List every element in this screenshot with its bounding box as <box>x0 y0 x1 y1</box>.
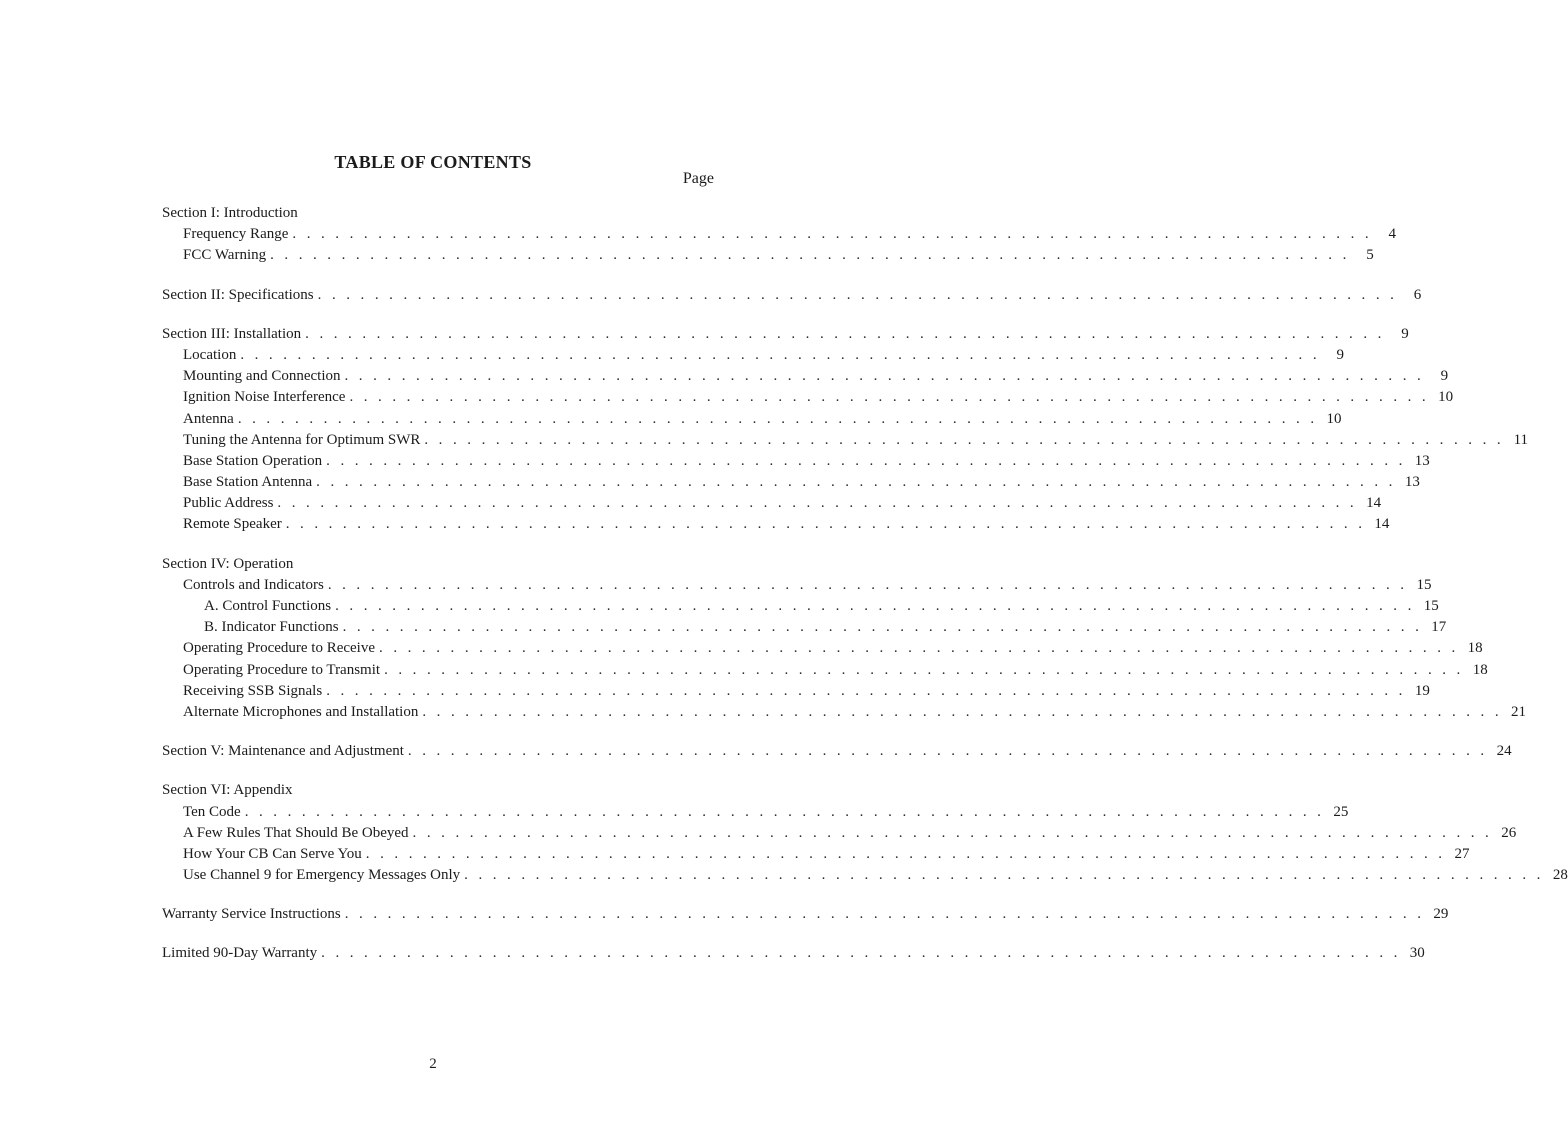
toc-entry[interactable] <box>162 802 1349 823</box>
toc-entry[interactable] <box>162 366 1449 387</box>
toc-entry-label: A. Control Functions <box>204 598 332 614</box>
toc-entry[interactable] <box>162 823 1517 844</box>
toc-entry[interactable] <box>162 430 1529 451</box>
toc-entry-label: Section III: Installation <box>162 325 302 342</box>
toc-entry-label: Operating Procedure to Transmit <box>183 661 381 678</box>
toc-leader-dots: . . . . . . . . . . . . . . . . . . . . . . . . . . . . . . . . . . . . . . . . . . . . . . . . . . . . . . . . . . . . . . . . . . . . . . . . . . . . <box>316 474 1396 491</box>
toc-leader-dots: . . . . . . . . . . . . . . . . . . . . . . . . . . . . . . . . . . . . . . . . . . . . . . . . . . . . . . . . . . . . . . . . . . . . . . . . . . . . <box>305 325 1385 342</box>
toc-entry[interactable] <box>162 660 1488 681</box>
toc-entry[interactable] <box>162 224 1397 245</box>
toc-leader-dots: . . . . . . . . . . . . . . . . . . . . . . . . . . . . . . . . . . . . . . . . . . . . . . . . . . . . . . . . . . . . . . . . . . . . . . . . . . . . <box>317 286 1398 303</box>
toc-entry-label: Section V: Maintenance and Adjustment <box>162 743 404 760</box>
toc-entry-label: How Your CB Can Serve You <box>183 845 362 862</box>
toc-list <box>162 203 1568 965</box>
toc-section-heading: Section IV: Operation <box>162 555 294 572</box>
toc-leader-dots: . . . . . . . . . . . . . . . . . . . . . . . . . . . . . . . . . . . . . . . . . . . . . . . . . . . . . . . . . . . . . . . . . . . . . . . . . . . . <box>384 661 1464 678</box>
toc-entry[interactable] <box>162 345 1344 366</box>
toc-entry-label: Tuning the Antenna for Optimum SWR <box>183 431 421 448</box>
toc-entry-page: 5 <box>1366 247 1374 264</box>
toc-entry[interactable] <box>162 575 1432 596</box>
section-gap <box>162 723 708 741</box>
toc-entry[interactable] <box>162 702 1527 723</box>
toc-entry[interactable] <box>162 844 1470 865</box>
toc-section-heading: Section I: Introduction <box>162 205 298 221</box>
toc-entry[interactable] <box>162 451 1430 472</box>
page-column-label: Page <box>682 170 714 187</box>
toc-entry-page: 10 <box>1326 410 1342 427</box>
toc-leader-dots: . . . . . . . . . . . . . . . . . . . . . . . . . . . . . . . . . . . . . . . . . . . . . . . . . . . . . . . . . . . . . . . . . . . . . . . . . . . . <box>407 743 1488 760</box>
toc-entry-page: 10 <box>1438 389 1454 406</box>
toc-entry-page: 15 <box>1416 576 1432 593</box>
toc-entry-label: Ten Code <box>183 803 241 820</box>
toc-leader-dots: . . . . . . . . . . . . . . . . . . . . . . . . . . . . . . . . . . . . . . . . . . . . . . . . . . . . . . . . . . . . . . . . . . . . . . . . . . . . <box>344 906 1425 923</box>
toc-entry-label: Use Channel 9 for Emergency Messages Only <box>183 867 461 884</box>
toc-leader-dots: . . . . . . . . . . . . . . . . . . . . . . . . . . . . . . . . . . . . . . . . . . . . . . . . . . . . . . . . . . . . . . . . . . . . . . . . . . . . <box>344 368 1425 385</box>
toc-entry[interactable] <box>162 681 1430 702</box>
toc-entry-page: 15 <box>1423 598 1439 614</box>
toc-entry-page: 19 <box>1414 682 1430 699</box>
toc-entry-label: Limited 90-Day Warranty <box>162 945 318 962</box>
toc-entry[interactable] <box>162 387 1454 408</box>
toc-leader-dots: . . . . . . . . . . . . . . . . . . . . . . . . . . . . . . . . . . . . . . . . . . . . . . . . . . . . . . . . . . . . . . . . . . . . . . . . . . . . <box>326 682 1406 699</box>
toc-entry-page: 17 <box>1431 619 1447 636</box>
toc-entry[interactable] <box>162 741 1512 762</box>
toc-leader-dots: . . . . . . . . . . . . . . . . . . . . . . . . . . . . . . . . . . . . . . . . . . . . . . . . . . . . . . . . . . . . . . . . . . . . . . . . . . . . <box>240 346 1320 363</box>
toc-leader-dots: . . . . . . . . . . . . . . . . . . . . . . . . . . . . . . . . . . . . . . . . . . . . . . . . . . . . . . . . . . . . . . . . . . . . . . . . . . . . <box>277 495 1358 512</box>
toc-entry-label: FCC Warning <box>183 247 267 264</box>
toc-entry-page: 24 <box>1496 743 1512 760</box>
toc-entry[interactable] <box>162 324 1409 345</box>
toc-entry-label: Remote Speaker <box>183 516 282 533</box>
toc-entry-label: Frequency Range <box>183 226 289 243</box>
toc-leader-dots: . . . . . . . . . . . . . . . . . . . . . . . . . . . . . . . . . . . . . . . . . . . . . . . . . . . . . . . . . . . . . . . . . . . . . . . . . . . . <box>270 247 1350 264</box>
toc-entry[interactable] <box>162 409 1342 430</box>
toc-leader-dots: . . . . . . . . . . . . . . . . . . . . . . . . . . . . . . . . . . . . . . . . . . . . . . . . . . . . . . . . . . . . . . . . . . . . . . . . . . . . <box>365 845 1446 862</box>
toc-entry-label: Alternate Microphones and Installation <box>183 703 419 720</box>
toc-entry-page: 11 <box>1513 431 1529 448</box>
toc-entry[interactable] <box>162 596 1439 617</box>
toc-entry-label: Antenna <box>183 410 234 427</box>
toc-entry[interactable] <box>162 865 1568 886</box>
toc-section-heading: Section VI: Appendix <box>162 782 293 799</box>
section-gap <box>162 306 708 324</box>
toc-leader-dots: . . . . . . . . . . . . . . . . . . . . . . . . . . . . . . . . . . . . . . . . . . . . . . . . . . . . . . . . . . . . . . . . . . . . . . . . . . . . <box>349 389 1430 406</box>
toc-entry-label: Section II: Specifications <box>162 286 314 303</box>
toc-entry-page: 18 <box>1472 661 1488 678</box>
page-number: 2 <box>429 1056 437 1072</box>
toc-entry-page: 25 <box>1333 803 1349 820</box>
section-gap <box>162 267 708 285</box>
toc-entry-label: Operating Procedure to Receive <box>183 640 376 657</box>
toc-entry[interactable] <box>162 285 1422 306</box>
toc-entry-page: 30 <box>1409 945 1425 962</box>
section-gap <box>162 886 708 904</box>
toc-entry-label: Ignition Noise Interference <box>183 389 346 406</box>
toc-entry-label: Public Address <box>183 495 274 512</box>
toc-leader-dots: . . . . . . . . . . . . . . . . . . . . . . . . . . . . . . . . . . . . . . . . . . . . . . . . . . . . . . . . . . . . . . . . . . . . . . . . . . . . <box>292 226 1373 243</box>
toc-leader-dots: . . . . . . . . . . . . . . . . . . . . . . . . . . . . . . . . . . . . . . . . . . . . . . . . . . . . . . . . . . . . . . . . . . . . . . . . . . . . <box>379 640 1459 657</box>
toc-entry-label: Receiving SSB Signals <box>183 682 323 699</box>
toc-entry[interactable] <box>162 943 1425 964</box>
toc-leader-dots: . . . . . . . . . . . . . . . . . . . . . . . . . . . . . . . . . . . . . . . . . . . . . . . . . . . . . . . . . . . . . . . . . . . . . . . . . . . . <box>237 410 1318 427</box>
toc-entry-page: 9 <box>1336 346 1344 363</box>
toc-leader-dots: . . . . . . . . . . . . . . . . . . . . . . . . . . . . . . . . . . . . . . . . . . . . . . . . . . . . . . . . . . . . . . . . . . . . . . . . . . . . <box>321 945 1401 962</box>
toc-entry[interactable] <box>162 904 1449 925</box>
toc-entry-page: 14 <box>1366 495 1382 512</box>
section-gap <box>162 762 708 780</box>
toc-leader-dots: . . . . . . . . . . . . . . . . . . . . . . . . . . . . . . . . . . . . . . . . . . . . . . . . . . . . . . . . . . . . . . . . . . . . . . . . . . . . <box>464 867 1544 884</box>
toc-entry-page: 14 <box>1374 516 1390 533</box>
toc-entry[interactable] <box>162 617 1447 638</box>
toc-leader-dots: . . . . . . . . . . . . . . . . . . . . . . . . . . . . . . . . . . . . . . . . . . . . . . . . . . . . . . . . . . . . . . . . . . . . . . . . . . . . <box>335 598 1415 614</box>
toc-leader-dots: . . . . . . . . . . . . . . . . . . . . . . . . . . . . . . . . . . . . . . . . . . . . . . . . . . . . . . . . . . . . . . . . . . . . . . . . . . . . <box>424 431 1505 448</box>
toc-entry-page: 9 <box>1440 368 1449 385</box>
toc-entry-page: 9 <box>1401 325 1409 342</box>
toc-entry-page: 13 <box>1404 474 1420 491</box>
toc-entry-page: 29 <box>1433 906 1449 923</box>
toc-entry-page: 4 <box>1388 226 1397 243</box>
toc-leader-dots: . . . . . . . . . . . . . . . . . . . . . . . . . . . . . . . . . . . . . . . . . . . . . . . . . . . . . . . . . . . . . . . . . . . . . . . . . . . . <box>342 619 1423 636</box>
toc-leader-dots: . . . . . . . . . . . . . . . . . . . . . . . . . . . . . . . . . . . . . . . . . . . . . . . . . . . . . . . . . . . . . . . . . . . . . . . . . . . . <box>326 452 1406 469</box>
toc-entry-page: 21 <box>1511 703 1527 720</box>
toc-leader-dots: . . . . . . . . . . . . . . . . . . . . . . . . . . . . . . . . . . . . . . . . . . . . . . . . . . . . . . . . . . . . . . . . . . . . . . . . . . . . <box>412 824 1493 841</box>
toc-entry-label: B. Indicator Functions <box>204 619 339 636</box>
toc-entry-label: Base Station Operation <box>183 452 323 469</box>
toc-entry[interactable] <box>162 514 1390 535</box>
toc-entry-label: Base Station Antenna <box>183 474 313 491</box>
toc-entry-page: 13 <box>1414 452 1430 469</box>
toc-entry[interactable] <box>162 245 1374 266</box>
toc-entry-label: Mounting and Connection <box>183 368 341 385</box>
toc-entry-page: 18 <box>1467 640 1483 657</box>
toc-leader-dots: . . . . . . . . . . . . . . . . . . . . . . . . . . . . . . . . . . . . . . . . . . . . . . . . . . . . . . . . . . . . . . . . . . . . . . . . . . . . <box>285 516 1366 533</box>
toc-entry[interactable] <box>162 638 1483 659</box>
toc-leader-dots: . . . . . . . . . . . . . . . . . . . . . . . . . . . . . . . . . . . . . . . . . . . . . . . . . . . . . . . . . . . . . . . . . . . . . . . . . . . . <box>327 576 1408 593</box>
toc-entry[interactable] <box>162 493 1382 514</box>
toc-leader-dots: . . . . . . . . . . . . . . . . . . . . . . . . . . . . . . . . . . . . . . . . . . . . . . . . . . . . . . . . . . . . . . . . . . . . . . . . . . . . <box>244 803 1325 820</box>
toc-entry-label: Warranty Service Instructions <box>162 906 341 923</box>
toc-entry[interactable] <box>162 472 1420 493</box>
toc-entry-label: A Few Rules That Should Be Obeyed <box>183 824 409 841</box>
toc-leader-dots: . . . . . . . . . . . . . . . . . . . . . . . . . . . . . . . . . . . . . . . . . . . . . . . . . . . . . . . . . . . . . . . . . . . . . . . . . . . . <box>422 703 1503 720</box>
toc-entry-label: Location <box>183 346 237 363</box>
toc-entry-page: 26 <box>1501 824 1517 841</box>
toc-entry-page: 27 <box>1454 845 1470 862</box>
section-gap <box>162 536 708 554</box>
section-gap <box>162 925 708 943</box>
toc-entry-page: 28 <box>1552 867 1568 884</box>
toc-entry-page: 6 <box>1413 286 1422 303</box>
page-title: TABLE OF CONTENTS <box>334 152 532 172</box>
toc-entry-label: Controls and Indicators <box>183 576 324 593</box>
